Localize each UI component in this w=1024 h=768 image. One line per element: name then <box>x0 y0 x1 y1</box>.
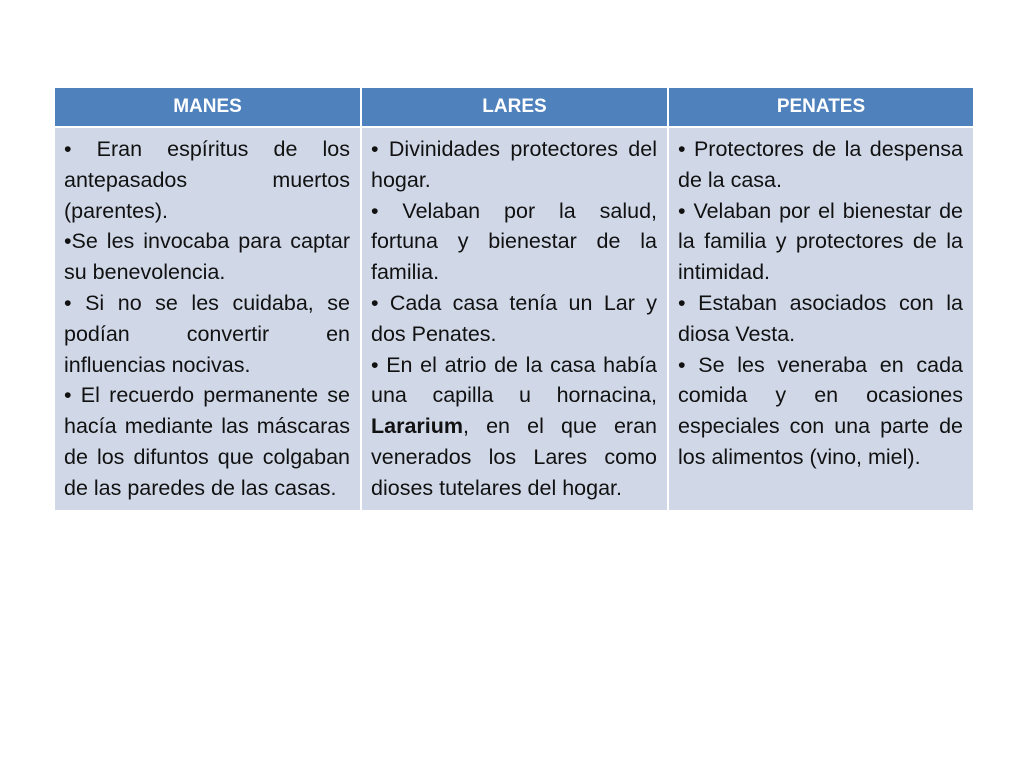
manes-list <box>64 134 350 504</box>
comparison-table <box>53 86 975 512</box>
bullet-marker: • <box>371 198 379 223</box>
list-item <box>678 288 963 350</box>
bullet-marker: • <box>64 229 72 254</box>
bullet-text: Velaban por el bienestar de la familia y protectores de la intimidad. <box>678 198 963 285</box>
list-item <box>678 350 963 473</box>
cell-manes <box>54 127 361 511</box>
bullet-marker: • <box>678 137 686 161</box>
list-item <box>371 288 657 350</box>
header-penates: PENATES <box>668 87 974 127</box>
bullet-text: Se les veneraba en cada comida y en ocasiones especiales con una parte de los alimentos (vino, miel). <box>678 352 963 469</box>
cell-lares <box>361 127 668 511</box>
bullet-text: Eran espíritus de los antepasados muertos (parentes). <box>64 137 350 223</box>
list-item <box>678 196 963 288</box>
header-manes: MANES <box>54 87 361 127</box>
list-item <box>64 134 350 226</box>
list-item <box>678 134 963 196</box>
bullet-text: Si no se les cuidaba, se podían convertir en influencias nocivas. <box>64 290 350 377</box>
bullet-marker: • <box>64 383 72 408</box>
bullet-marker: • <box>64 290 72 315</box>
header-row <box>54 87 974 127</box>
bullet-marker: • <box>371 352 379 377</box>
list-item <box>371 196 657 288</box>
bullet-text: Se les invocaba para captar su benevolencia. <box>64 229 350 285</box>
bullet-text: Velaban por la salud, fortuna y bienestar de la familia. <box>371 198 657 285</box>
bullet-text: Cada casa tenía un Lar y dos Penates. <box>371 290 657 346</box>
penates-list <box>678 134 963 473</box>
lares-list <box>371 134 657 504</box>
bullet-text: Estaban asociados con la diosa Vesta. <box>678 290 963 346</box>
bullet-text: Divinidades protectores del hogar. <box>371 137 657 192</box>
bullet-marker: • <box>678 352 686 377</box>
header-lares: LARES <box>361 87 668 127</box>
bullet-text: , en el que eran venerados los Lares como dioses tutelares del hogar. <box>371 414 657 500</box>
bullet-text: El recuerdo permanente se hacía mediante las máscaras de los difuntos que colgaban de las paredes de las casas. <box>64 383 350 500</box>
bullet-marker: • <box>678 198 686 223</box>
cell-penates <box>668 127 974 511</box>
list-item <box>64 226 350 288</box>
list-item <box>371 350 657 504</box>
bullet-text: Protectores de la despensa de la casa. <box>678 137 963 192</box>
bullet-marker: • <box>371 137 379 161</box>
bullet-marker: • <box>64 137 72 161</box>
bullet-marker: • <box>371 290 379 315</box>
content-row <box>54 127 974 511</box>
bullet-text: En el atrio de la casa había una capilla u hornacina, <box>371 352 657 408</box>
list-item <box>64 380 350 503</box>
list-item <box>371 134 657 196</box>
lararium-term: Lararium <box>371 414 464 439</box>
list-item <box>64 288 350 380</box>
bullet-marker: • <box>678 290 686 315</box>
